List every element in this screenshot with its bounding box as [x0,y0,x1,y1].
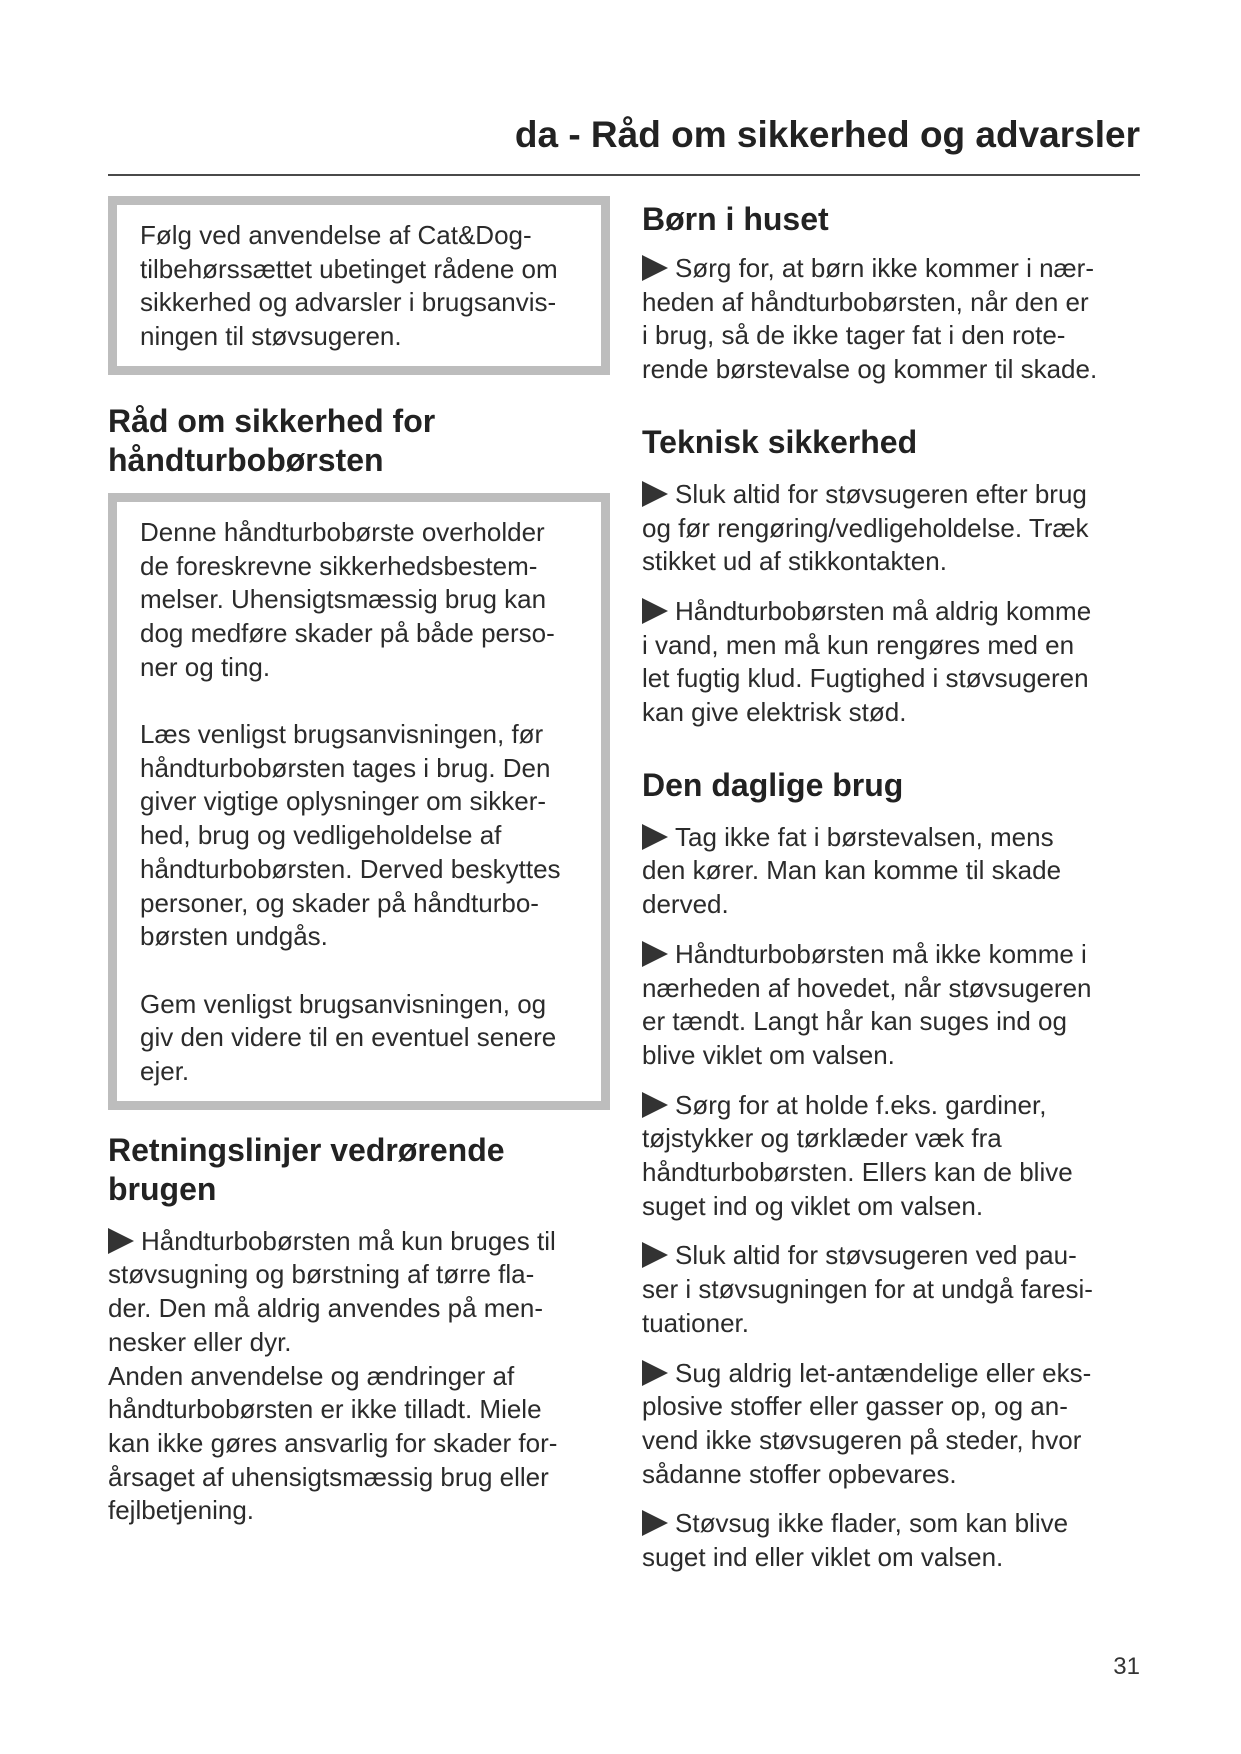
title-divider [108,174,1140,176]
tech-item [642,478,1140,579]
daily-item-text: Sørg for at holde f.eks. gardiner, tøjstykker og tørklæder væk fra håndturbobørsten. Ellers kan de blive suget ind og viklet om valsen. [642,1089,1073,1221]
guidelines-heading: Retningslinjer vedrørende brugen [108,1131,505,1207]
page-title: da - Råd om sikkerhed og advarsler [514,114,1140,155]
bullet-arrow-icon [108,1228,134,1254]
bullet-arrow-icon [642,1092,668,1118]
bullet-arrow-icon [642,1510,668,1536]
intro-notice-box [108,196,610,375]
intro-notice-text: Følg ved anvendelse af Cat&Dog- tilbehørssættet ubetinget rådene om sikkerhed og advarsler i brugsanvis- ningen til støvsugeren. [140,220,558,352]
daily-item-text: Tag ikke fat i børstevalsen, mens den kører. Man kan komme til skade derved. [642,821,1062,920]
bullet-arrow-icon [642,941,668,967]
safety-notice-paragraph: Gem venligst brugsanvisningen, og giv den videre til en eventuel senere ejer. [140,988,557,1087]
daily-heading: Den daglige brug [642,766,904,803]
guidelines-text: Håndturbobørsten må kun bruges til støvsugning og børstning af tørre fla- der. Den må aldrig anvendes på men- nesker eller dyr. Anden anvendelse og ændringer af håndturbobørsten er ikke tilladt. Miele kan ikke gøres ansvarlig for skader for- årsaget af uhensigtsmæssig brug eller fejlbetjening. [108,1225,558,1526]
daily-item [642,938,1140,1073]
guidelines-item [108,1225,610,1528]
daily-item-text: Støvsug ikke flader, som kan blive suget ind eller viklet om valsen. [642,1508,1069,1573]
daily-item [642,1507,1140,1574]
children-heading: Børn i huset [642,201,829,237]
bullet-arrow-icon [642,1360,668,1386]
children-item-text: Sørg for, at børn ikke kommer i nær- heden af håndturbobørsten, når den er i brug, så de ikke tager fat i den rote- rende børstevalse og kommer til skade. [642,253,1098,385]
tech-item-text: Håndturbobørsten må aldrig komme i vand, men må kun rengøres med en let fugtig klud. Fugtighed i støvsugeren kan give elektrisk stød. [642,595,1092,728]
children-item [642,252,1140,387]
safety-notice-box [108,493,610,1110]
bullet-arrow-icon [642,481,668,507]
daily-item [642,1089,1140,1224]
right-column [642,200,1140,1575]
safety-notice-paragraph: Læs venligst brugsanvisningen, før håndturbobørsten tages i brug. Den giver vigtige oplysninger om sikker- hed, brug og vedligeholdelse af håndturbobørsten. Derved beskyttes personer, og skader på håndturbo- børsten undgås. [140,719,561,952]
bullet-arrow-icon [642,1242,668,1268]
left-column [108,196,610,1528]
bullet-arrow-icon [642,598,668,624]
safety-heading: Råd om sikkerhed for håndturbobørsten [108,402,436,478]
daily-item [642,1357,1140,1492]
bullet-arrow-icon [642,824,668,850]
daily-item-text: Håndturbobørsten må ikke komme i nærheden af hovedet, når støvsugeren er tændt. Langt hår kan suges ind og blive viklet om valsen. [642,938,1092,1070]
safety-notice-paragraph: Denne håndturbobørste overholder de foreskrevne sikkerhedsbestem- melser. Uhensigtsmæssig brug kan dog medføre skader på både perso- ner og ting. [140,516,555,682]
daily-item [642,1239,1140,1340]
page-number: 31 [1113,1653,1140,1680]
tech-item-text: Sluk altid for støvsugeren efter brug og før rengøring/vedligeholdelse. Træk stikket ud af stikkontakten. [642,478,1089,577]
bullet-arrow-icon [642,255,668,281]
daily-item-text: Sug aldrig let-antændelige eller eks- plosive stoffer eller gasser op, og an- vend ikke støvsugeren på steder, hvor sådanne stoffer opbevares. [642,1357,1092,1489]
tech-heading: Teknisk sikkerhed [642,423,918,460]
tech-item [642,595,1140,730]
daily-item-text: Sluk altid for støvsugeren ved pau- ser i støvsugningen for at undgå faresi- tuationer. [642,1240,1093,1338]
daily-item [642,821,1140,922]
